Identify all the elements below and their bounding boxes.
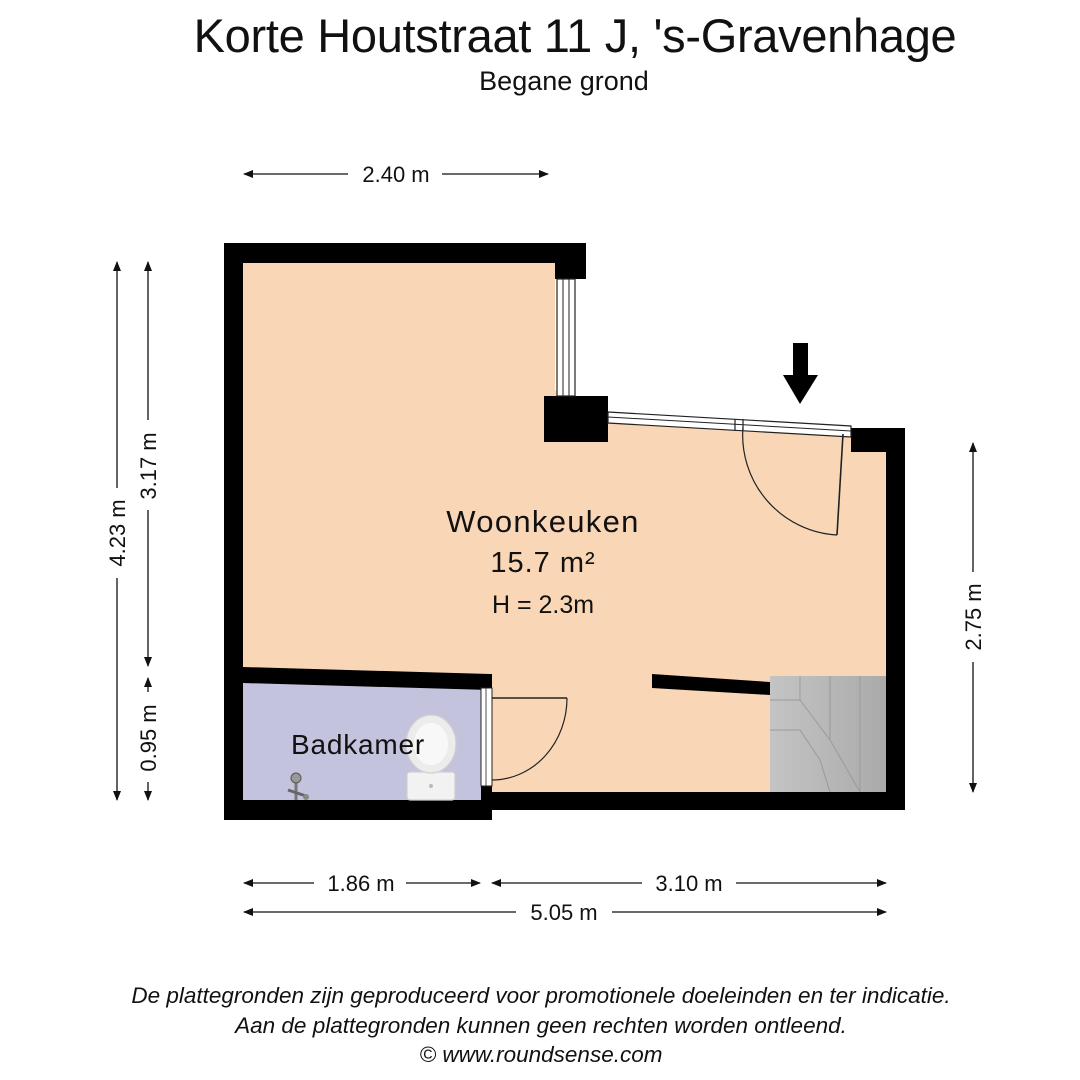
copyright-line: © www.roundsense.com (419, 1042, 663, 1067)
woonkeuken-area: 15.7 m² (490, 547, 596, 579)
dim-bottom-total: 5.05 m (530, 900, 598, 925)
woonkeuken-name: Woonkeuken (446, 504, 640, 539)
entrance-arrow-icon (783, 343, 818, 404)
staircase (770, 676, 886, 792)
woonkeuken-height: H = 2.3m (491, 591, 595, 619)
plan-title: Korte Houtstraat 11 J, 's-Gravenhage (193, 9, 957, 62)
dim-left-total: 4.23 m (105, 499, 130, 567)
badkamer-name: Badkamer (290, 729, 426, 760)
dim-left-lower: 0.95 m (136, 704, 161, 772)
window-upper (557, 279, 575, 396)
disclaimer-line-2: Aan de plattegronden kunnen geen rechten worden ontleend. (235, 1013, 847, 1038)
dim-right-height: 2.75 m (961, 583, 986, 651)
dim-left-upper: 3.17 m (136, 432, 161, 500)
floor-name: Begane grond (479, 66, 649, 96)
disclaimer-line-1: De plattegronden zijn geproduceerd voor promotionele doeleinden en ter indicatie. (131, 983, 951, 1008)
dim-bottom-right: 3.10 m (655, 871, 723, 896)
dim-top-width: 2.40 m (362, 162, 430, 187)
dim-bottom-left: 1.86 m (327, 871, 395, 896)
